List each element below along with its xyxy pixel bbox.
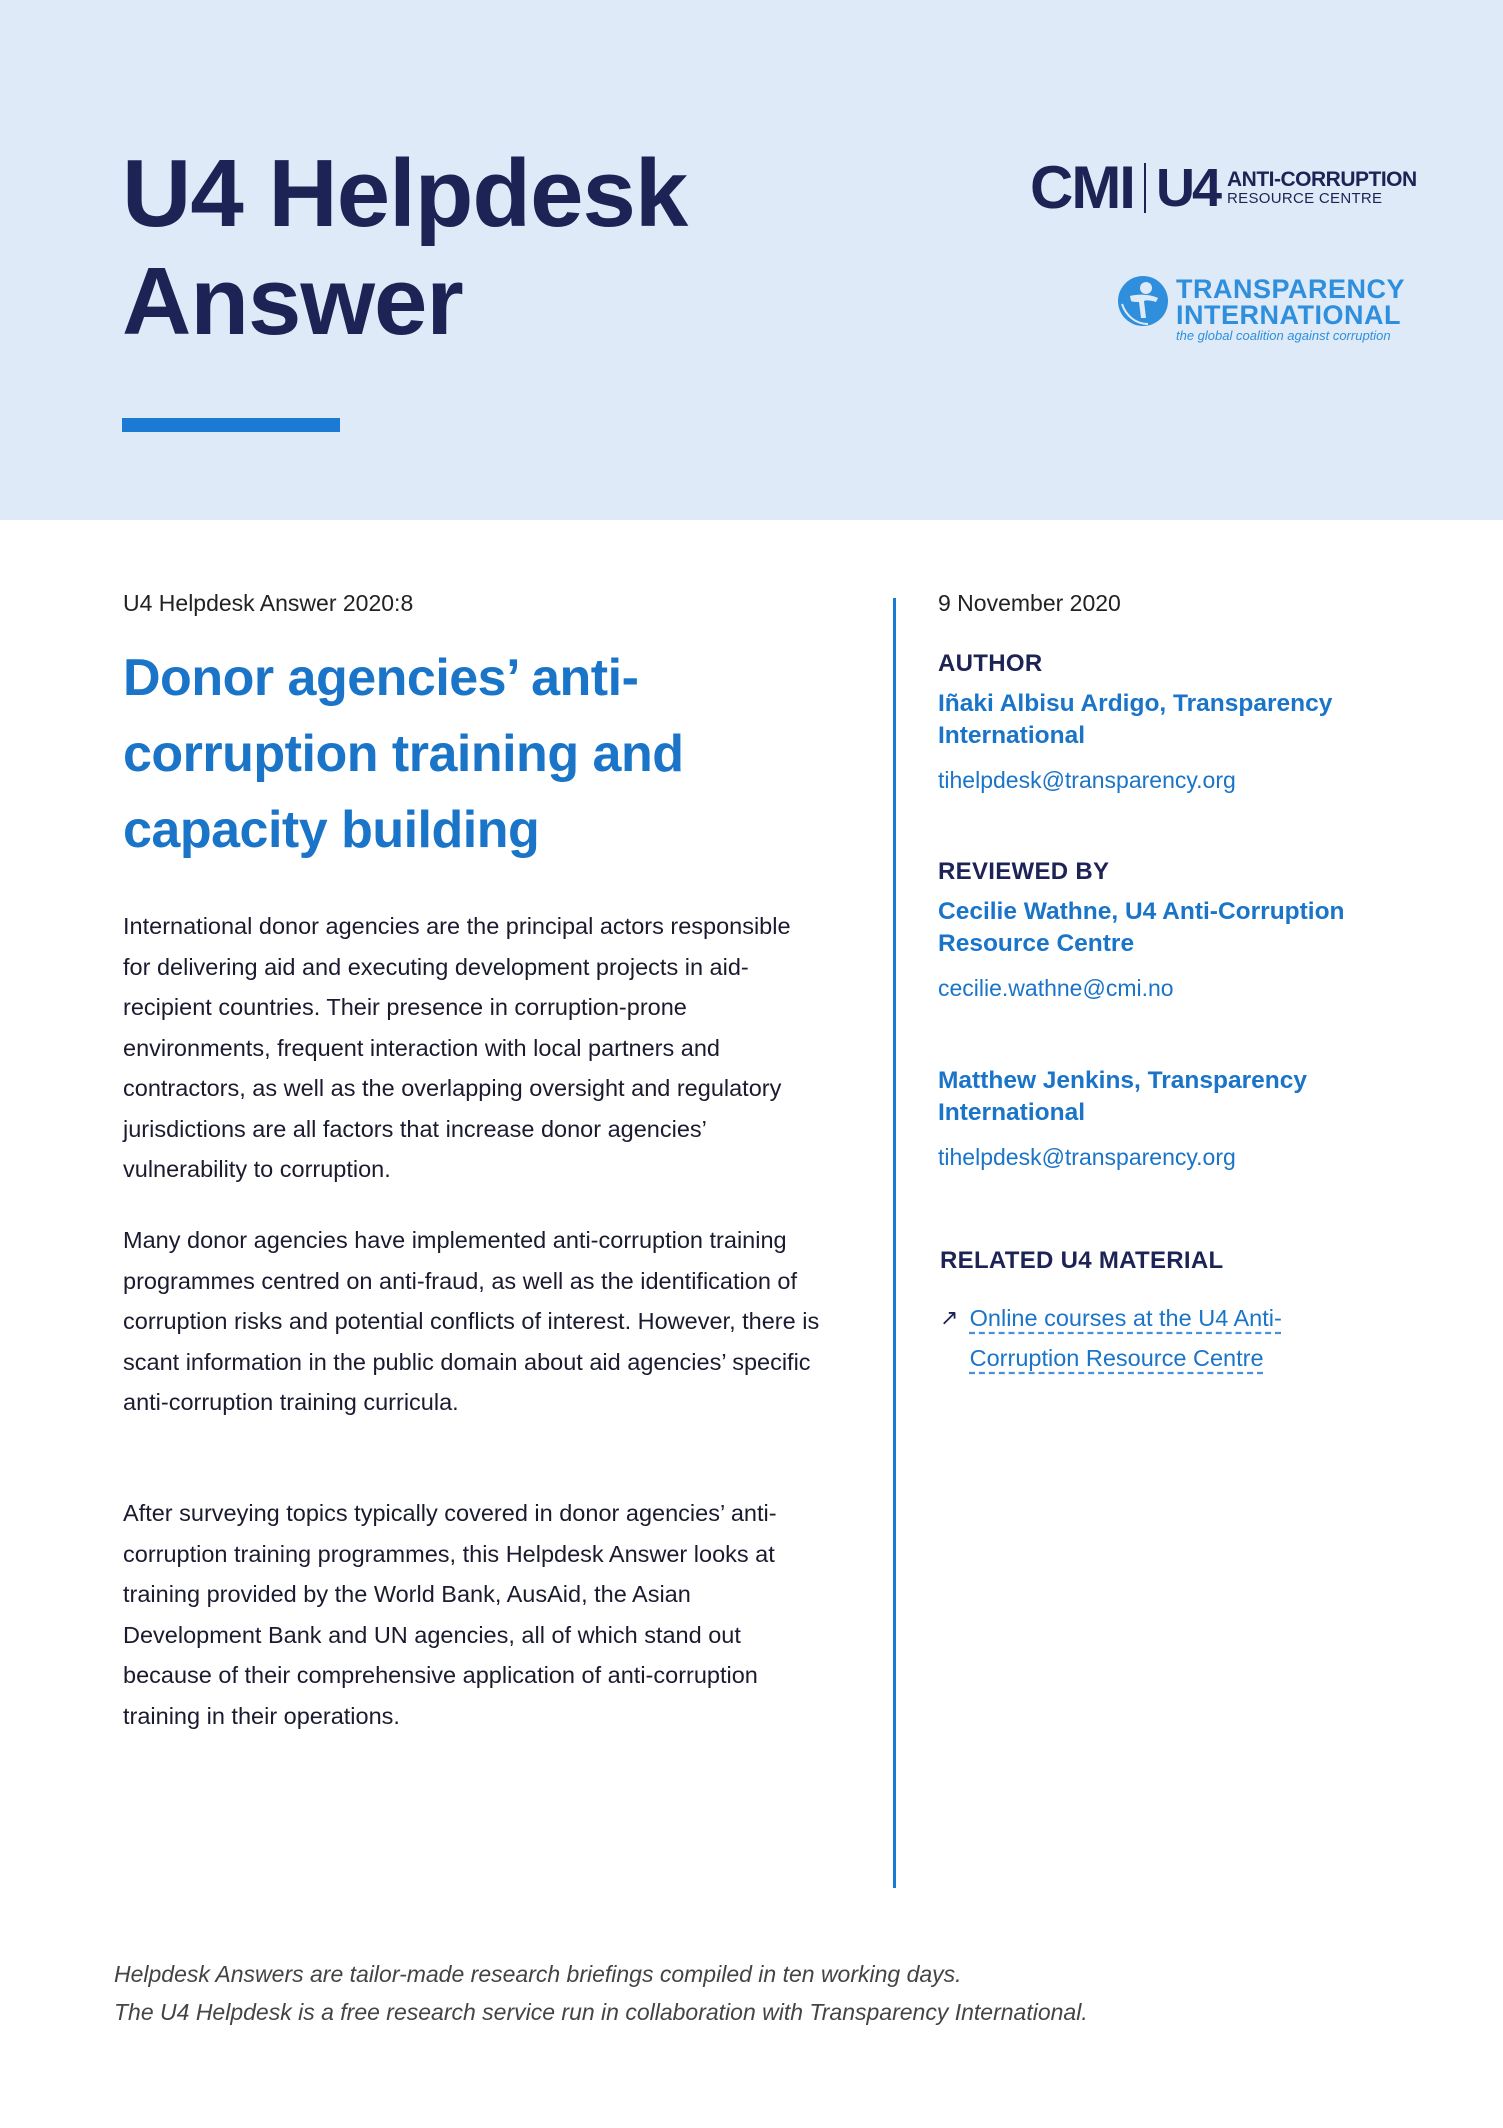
reviewer-2-email-link[interactable]: tihelpdesk@transparency.org [938,1144,1236,1170]
ti-logo-words [1176,276,1405,344]
page-title [122,140,822,356]
author-name: Iñaki Albisu Ardigo, Transparency International [938,690,1333,749]
title-line-1: U4 Helpdesk [122,140,688,247]
summary-paragraph-3: After surveying topics typically covered in donor agencies’ anti-corruption training programmes, this Helpdesk Answer looks at training provided by the World Bank, AusAid, the Asian Development Bank and UN agencies, all of which stand out because of their comprehensive application of anti-corruption training in their operations. [123,1500,777,1729]
summary-paragraph-1: International donor agencies are the principal actors responsible for delivering aid and executing development projects in aid-recipient countries. Their presence in corruption-prone environments, frequent interaction with local partners and contractors, as well as the overlapping oversight and regulatory jurisdictions are all factors that increase donor agencies’ vulnerability to corruption. [123,913,791,1182]
title-line-2: Answer [122,248,463,355]
document-title: Donor agencies’ anti-corruption training and capacity building [123,649,684,859]
ti-logo-tagline: the global coalition against corruption [1176,328,1391,343]
ti-logo-line-1: TRANSPARENCY [1176,274,1406,304]
author-email-link[interactable]: tihelpdesk@transparency.org [938,767,1236,793]
footer-line-1: Helpdesk Answers are tailor-made research briefings compiled in ten working days. [114,1961,962,1987]
footer-note [114,1955,1314,2031]
cmi-logo-text: CMI [1030,154,1134,221]
reviewer-1-name: Cecilie Wathne, U4 Anti-Corruption Resource Centre [938,898,1345,957]
logo-separator [1144,163,1146,213]
answer-reference: U4 Helpdesk Answer 2020:8 [123,590,414,616]
transparency-international-logo [1116,272,1406,344]
ti-logo-line-2: INTERNATIONAL [1176,300,1401,330]
header-banner [0,0,1503,520]
publication-date: 9 November 2020 [938,590,1121,616]
ti-globe-icon [1116,274,1170,328]
online-courses-link[interactable]: Online courses at the U4 Anti-Corruption Resource Centre [969,1305,1282,1371]
u4-logo-line-2: RESOURCE CENTRE [1227,190,1383,207]
summary-paragraph-2: Many donor agencies have implemented anti-corruption training programmes centred on anti-fraud, as well as the identification of corruption risks and potential conflicts of interest. However, there is scant information in the public domain about aid agencies’ specific anti-corruption training curricula. [123,1227,820,1415]
title-accent-bar [122,418,340,432]
u4-logo-line-1: ANTI-CORRUPTION [1227,168,1417,191]
cmi-u4-logo [1030,154,1417,221]
footer-line-2: The U4 Helpdesk is a free research service run in collaboration with Transparency International. [114,1999,1088,2025]
u4-logo-words [1227,169,1417,207]
column-divider [893,598,896,1888]
related-material-label: RELATED U4 MATERIAL [940,1247,1224,1274]
u4-logo-mark: U4 [1155,158,1220,218]
external-link-arrow-icon: ↗ [940,1305,959,1330]
reviewed-by-label: REVIEWED BY [938,858,1110,885]
author-label: AUTHOR [938,650,1043,677]
related-material-item[interactable] [940,1298,1360,1378]
reviewer-2-name: Matthew Jenkins, Transparency International [938,1067,1307,1126]
reviewer-1-email-link[interactable]: cecilie.wathne@cmi.no [938,975,1174,1001]
